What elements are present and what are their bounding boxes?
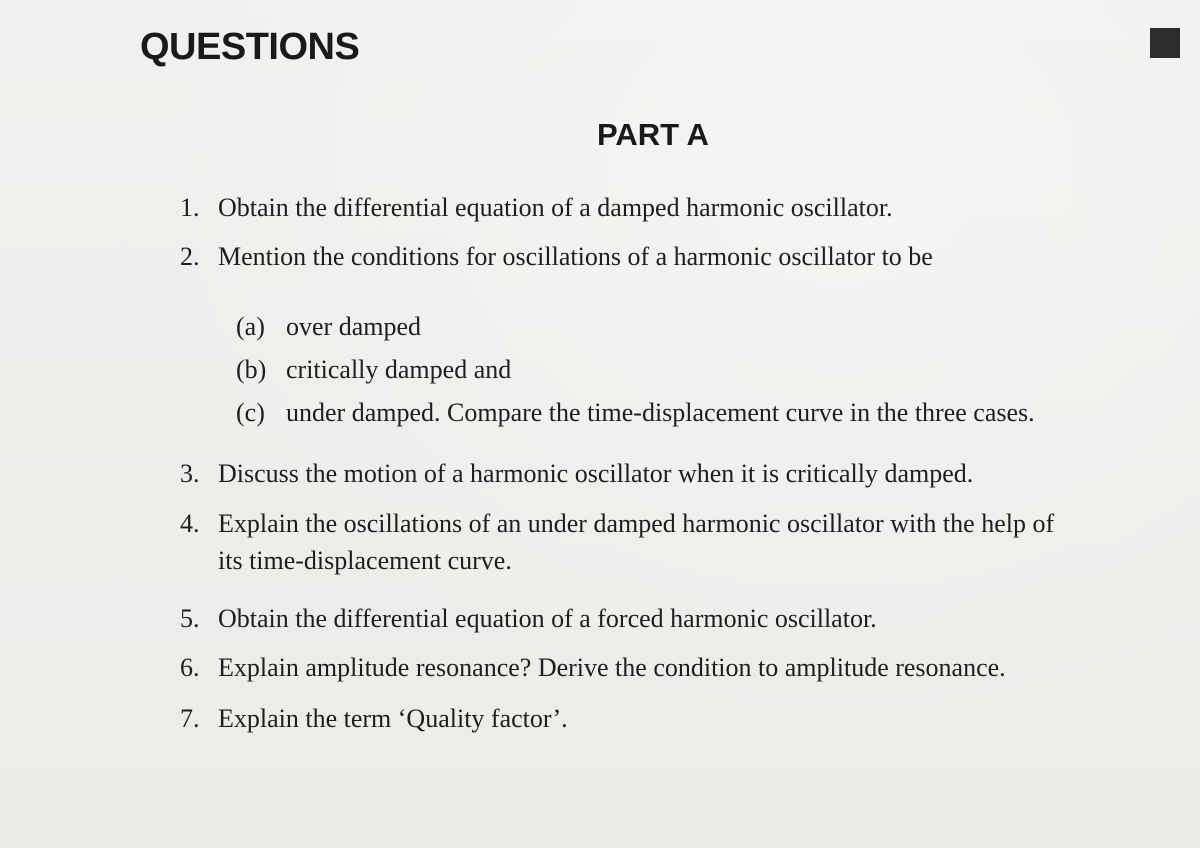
subitem-letter: (b) (236, 355, 267, 384)
question-text: Obtain the differential equation of a forced harmonic oscillator. (218, 604, 877, 633)
question-number: 2. (180, 242, 200, 271)
question-text: Obtain the differential equation of a damped harmonic oscillator. (218, 193, 893, 222)
question-number: 7. (180, 704, 200, 733)
question-text: Discuss the motion of a harmonic oscillator when it is critically damped. (218, 459, 974, 488)
subitem-text: under damped. Compare the time-displacement curve in the three cases. (286, 398, 1035, 427)
question-7 (180, 703, 568, 734)
question-number: 4. (180, 509, 200, 538)
part-title: PART A (597, 117, 709, 152)
question-continuation: its time-displacement curve. (218, 546, 512, 576)
question-number: 3. (180, 459, 200, 488)
question-3 (180, 458, 973, 489)
question-6 (180, 652, 1006, 683)
subitem-letter: (c) (236, 398, 265, 427)
subitem-letter: (a) (236, 312, 265, 341)
subitem-text: critically damped and (286, 355, 512, 384)
section-title: QUESTIONS (140, 26, 360, 68)
question-4 (180, 508, 1054, 576)
question-number: 6. (180, 653, 200, 682)
question-5 (180, 603, 877, 634)
subitem-text: over damped (286, 312, 422, 341)
question-text: Mention the conditions for oscillations of a harmonic oscillator to be (218, 242, 933, 271)
subitem-b (236, 354, 511, 385)
subitem-a (236, 311, 421, 342)
question-2 (180, 241, 933, 272)
question-1 (180, 192, 893, 223)
question-text: Explain the term ‘Quality factor’. (218, 704, 568, 733)
question-text: Explain amplitude resonance? Derive the condition to amplitude resonance. (218, 653, 1006, 682)
question-text: Explain the oscillations of an under damped harmonic oscillator with the help of (218, 509, 1055, 538)
corner-marker-icon (1150, 28, 1180, 58)
question-number: 1. (180, 193, 200, 222)
subitem-c (236, 397, 1035, 428)
question-number: 5. (180, 604, 200, 633)
